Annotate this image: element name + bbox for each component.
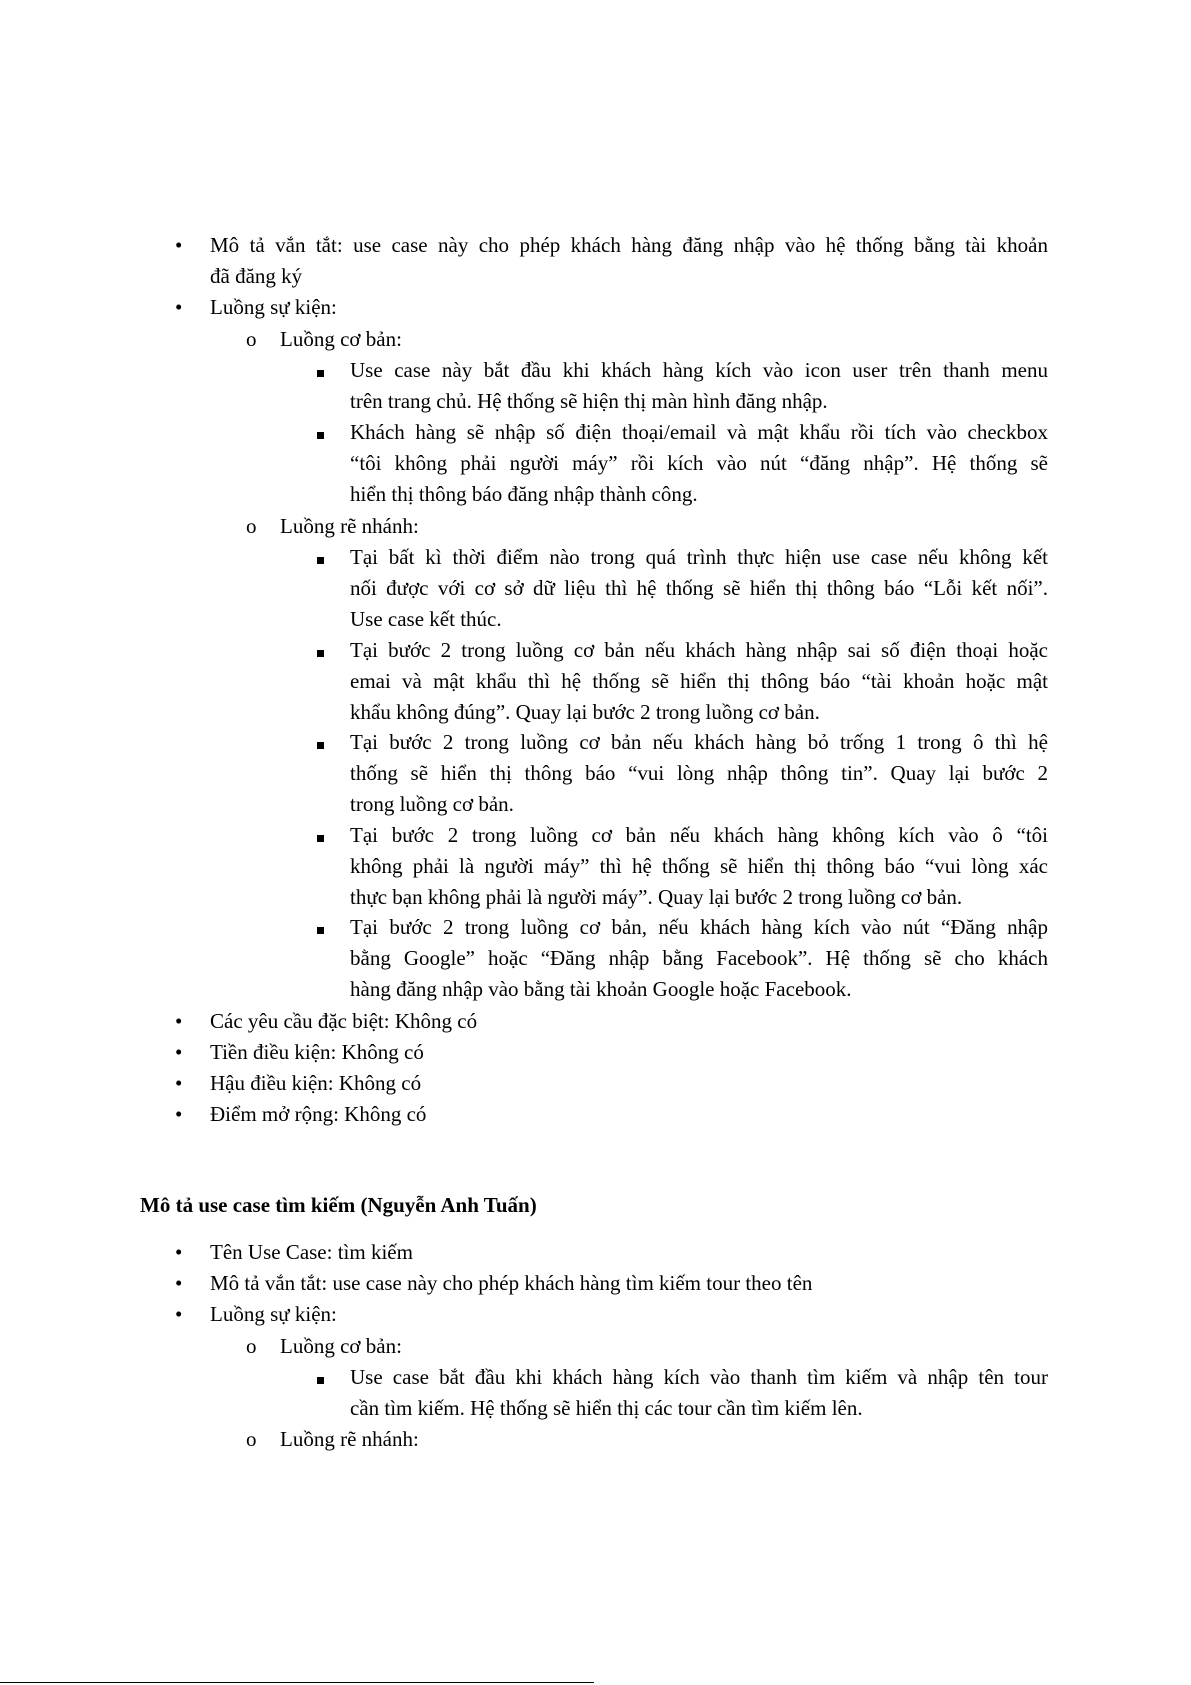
basic-flow-title: Luồng cơ bản:	[280, 1334, 402, 1358]
bullet-dot: •	[175, 233, 183, 257]
desc-line: đã đăng ký	[210, 264, 303, 288]
bullet-dot: •	[175, 1271, 183, 1295]
use-case-name: Tên Use Case: tìm kiếm	[210, 1240, 413, 1264]
list-item: bằng Google” hoặc “Đăng nhập bằng Facebook”. Hệ thống sẽ cho khách	[350, 946, 1048, 970]
bullet-dot: •	[175, 1040, 183, 1064]
precondition: Tiền điều kiện: Không có	[210, 1040, 424, 1064]
bullet-circle: o	[246, 1427, 257, 1451]
bullet-dot: •	[175, 1302, 183, 1326]
basic-flow-title: Luồng cơ bản:	[280, 327, 402, 351]
bullet-square	[317, 557, 324, 564]
list-item: emai và mật khẩu thì hệ thống sẽ hiển thị thông báo “tài khoản hoặc mật	[350, 669, 1048, 693]
bullet-square	[317, 927, 324, 934]
list-item: thống sẽ hiển thị thông báo “vui lòng nhập thông tin”. Quay lại bước 2	[350, 761, 1048, 785]
bullet-circle: o	[246, 1334, 257, 1358]
list-item: Tại bước 2 trong luồng cơ bản nếu khách hàng bỏ trống 1 trong ô thì hệ	[350, 730, 1048, 754]
list-item: Khách hàng sẽ nhập số điện thoại/email và mật khẩu rồi tích vào checkbox	[350, 420, 1048, 444]
bullet-square	[317, 432, 324, 439]
bullet-dot: •	[175, 1071, 183, 1095]
list-item: Tại bước 2 trong luồng cơ bản nếu khách hàng không kích vào ô “tôi	[350, 823, 1048, 847]
section-heading: Mô tả use case tìm kiếm (Nguyễn Anh Tuấn)	[140, 1193, 537, 1217]
bullet-dot: •	[175, 1240, 183, 1264]
list-item: Tại bất kì thời điểm nào trong quá trình thực hiện use case nếu không kết	[350, 545, 1048, 569]
list-item: hiển thị thông báo đăng nhập thành công.	[350, 482, 698, 506]
bullet-square	[317, 742, 324, 749]
list-item: nối được với cơ sở dữ liệu thì hệ thống sẽ hiển thị thông báo “Lỗi kết nối”.	[350, 576, 1048, 600]
postcondition: Hậu điều kiện: Không có	[210, 1071, 422, 1095]
list-item: hàng đăng nhập vào bằng tài khoản Google hoặc Facebook.	[350, 977, 852, 1001]
bullet-square	[317, 835, 324, 842]
bullet-dot: •	[175, 1102, 183, 1126]
desc-line: Mô tả vắn tắt: use case này cho phép khách hàng đăng nhập vào hệ thống bằng tài khoản	[210, 233, 1048, 257]
alt-flow-title: Luồng rẽ nhánh:	[280, 514, 419, 538]
bullet-square	[317, 370, 324, 377]
alt-flow-title: Luồng rẽ nhánh:	[280, 1427, 419, 1451]
list-item: thực bạn không phải là người máy”. Quay lại bước 2 trong luồng cơ bản.	[350, 885, 963, 909]
list-item: Use case bắt đầu khi khách hàng kích vào thanh tìm kiếm và nhập tên tour	[350, 1365, 1048, 1389]
list-item: trong luồng cơ bản.	[350, 792, 514, 816]
list-item: không phải là người máy” thì hệ thống sẽ hiển thị thông báo “vui lòng xác	[350, 854, 1048, 878]
bullet-circle: o	[246, 514, 257, 538]
list-item: Tại bước 2 trong luồng cơ bản nếu khách hàng nhập sai số điện thoại hoặc	[350, 638, 1048, 662]
list-item: Use case này bắt đầu khi khách hàng kích vào icon user trên thanh menu	[350, 358, 1048, 382]
list-item: “tôi không phải người máy” rồi kích vào nút “đăng nhập”. Hệ thống sẽ	[350, 451, 1048, 475]
list-item: trên trang chủ. Hệ thống sẽ hiện thị màn hình đăng nhập.	[350, 389, 828, 413]
list-item: Use case kết thúc.	[350, 607, 502, 631]
brief-description: Mô tả vắn tắt: use case này cho phép khách hàng tìm kiếm tour theo tên	[210, 1271, 813, 1295]
bullet-dot: •	[175, 295, 183, 319]
bullet-square	[317, 650, 324, 657]
bullet-dot: •	[175, 1009, 183, 1033]
list-item: khẩu không đúng”. Quay lại bước 2 trong luồng cơ bản.	[350, 700, 820, 724]
flow-title: Luồng sự kiện:	[210, 1302, 337, 1326]
special-requirements: Các yêu cầu đặc biệt: Không có	[210, 1009, 478, 1033]
list-item: Tại bước 2 trong luồng cơ bản, nếu khách hàng kích vào nút “Đăng nhập	[350, 915, 1048, 939]
bullet-square	[317, 1377, 324, 1384]
bullet-circle: o	[246, 327, 257, 351]
footnote-separator	[0, 1682, 594, 1683]
extension-point: Điểm mở rộng: Không có	[210, 1102, 427, 1126]
flow-title: Luồng sự kiện:	[210, 295, 337, 319]
list-item: cần tìm kiếm. Hệ thống sẽ hiển thị các tour cần tìm kiếm lên.	[350, 1396, 863, 1420]
